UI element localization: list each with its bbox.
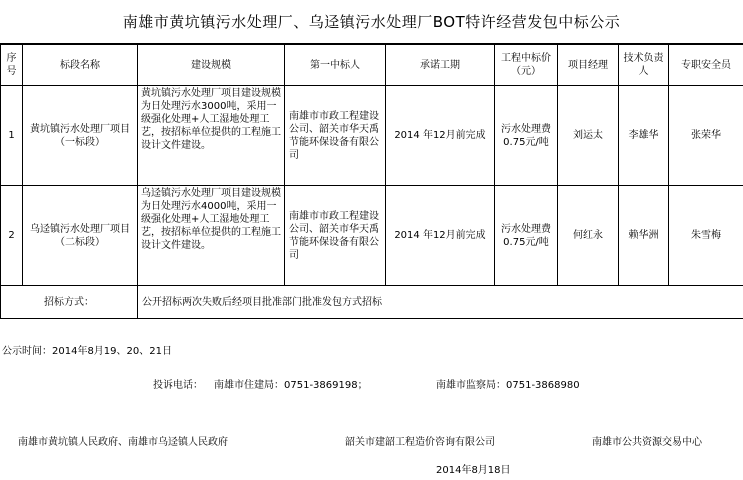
org-trade-center[interactable]: 南雄市公共资源交易中心	[592, 437, 702, 448]
cell-scale[interactable]: 乌迳镇污水处理厂项目建设规模为日处理污水4000吨，采用一级强化处理+人工湿地处理工艺，按招标单位提供的工程施工设计文件建设。	[138, 186, 285, 286]
cell-safety[interactable]: 朱雪梅	[669, 186, 743, 286]
cell-safety[interactable]: 张荣华	[669, 86, 743, 186]
method-row	[1, 286, 743, 319]
cell-period[interactable]: 2014 年12月前完成	[386, 186, 495, 286]
complaint-zhujian[interactable]: 南雄市住建局：0751-3869198；	[214, 380, 368, 391]
announce-time[interactable]: 公示时间：2014年8月19、20、21日	[2, 346, 172, 357]
org-gov[interactable]: 南雄市黄坑镇人民政府、南雄市乌迳镇人民政府	[18, 437, 228, 448]
cell-winner[interactable]: 南雄市市政工程建设公司、韶关市华天禹节能环保设备有限公司	[285, 86, 386, 186]
cell-price[interactable]: 污水处理费0.75元/吨	[495, 186, 558, 286]
cell-manager[interactable]: 何红永	[558, 186, 619, 286]
header-manager[interactable]: 项目经理	[558, 45, 619, 86]
cell-section[interactable]: 黄坑镇污水处理厂项目（一标段）	[23, 86, 138, 186]
cell-section[interactable]: 乌迳镇污水处理厂项目（二标段）	[23, 186, 138, 286]
header-period[interactable]: 承诺工期	[386, 45, 495, 86]
header-winner[interactable]: 第一中标人	[285, 45, 386, 86]
header-row	[1, 45, 743, 86]
cell-no[interactable]: 2	[1, 186, 23, 286]
method-label[interactable]: 招标方式：	[1, 286, 138, 319]
header-section[interactable]: 标段名称	[23, 45, 138, 86]
cell-manager[interactable]: 刘运太	[558, 86, 619, 186]
method-value[interactable]: 公开招标两次失败后经项目批准部门批准发包方式招标	[138, 286, 743, 319]
bid-table	[0, 44, 743, 319]
cell-winner[interactable]: 南雄市市政工程建设公司、韶关市华天禹节能环保设备有限公司	[285, 186, 386, 286]
header-tech[interactable]: 技术负责人	[619, 45, 669, 86]
sign-date[interactable]: 2014年8月18日	[436, 465, 511, 476]
cell-scale[interactable]: 黄坑镇污水处理厂项目建设规模为日处理污水3000吨，采用一级强化处理+人工湿地处理工艺，按招标单位提供的工程施工设计文件建设。	[138, 86, 285, 186]
table-row	[1, 86, 743, 186]
complaint-jiancha[interactable]: 南雄市监察局：0751-3868980	[436, 380, 580, 391]
org-cost-consult[interactable]: 韶关市建韶工程造价咨询有限公司	[345, 437, 495, 448]
cell-period[interactable]: 2014 年12月前完成	[386, 86, 495, 186]
complaint-label[interactable]: 投诉电话：	[153, 380, 203, 391]
cell-price[interactable]: 污水处理费0.75元/吨	[495, 86, 558, 186]
header-safety[interactable]: 专职安全员	[669, 45, 743, 86]
header-no[interactable]: 序号	[1, 45, 23, 86]
table-row	[1, 186, 743, 286]
header-price[interactable]: 工程中标价（元）	[495, 45, 558, 86]
header-scale[interactable]: 建设规模	[138, 45, 285, 86]
cell-tech[interactable]: 赖华洲	[619, 186, 669, 286]
page-title: 南雄市黄坑镇污水处理厂、乌迳镇污水处理厂BOT特许经营发包中标公示	[0, 0, 743, 44]
cell-tech[interactable]: 李雄华	[619, 86, 669, 186]
cell-no[interactable]: 1	[1, 86, 23, 186]
